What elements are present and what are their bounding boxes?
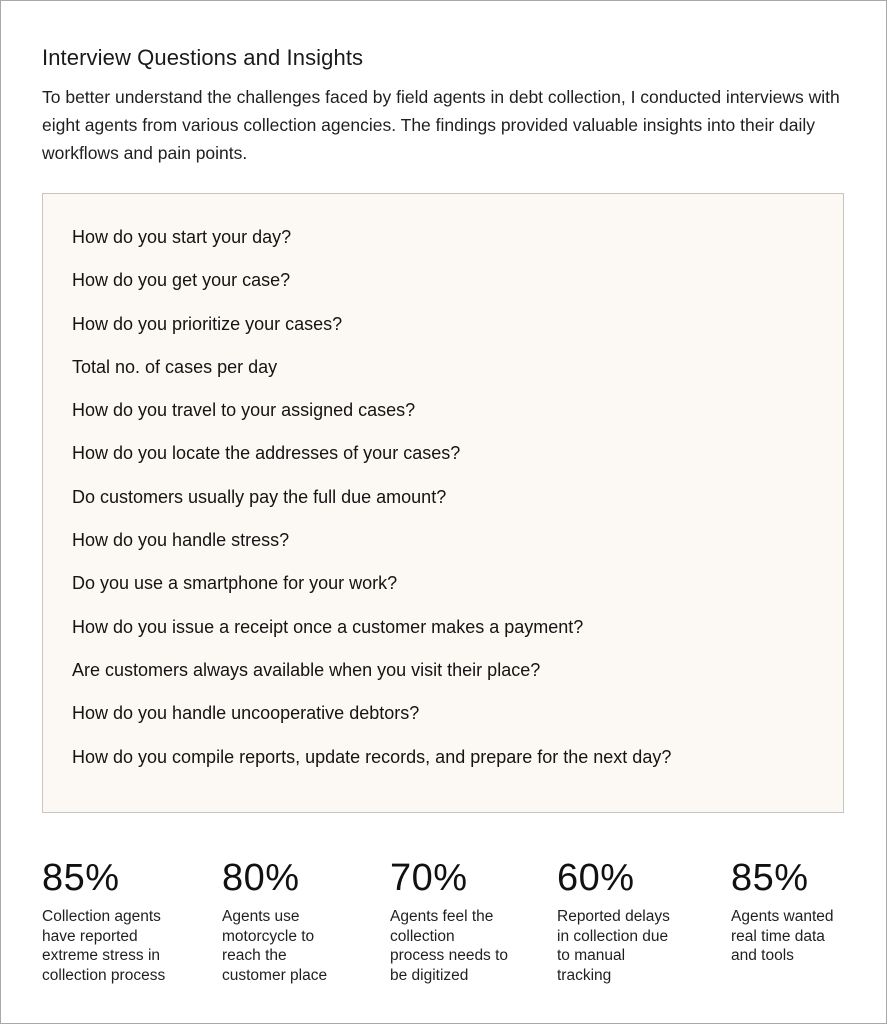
stat-description-line: Agents use	[222, 908, 300, 925]
stat-description-line: Reported delays	[557, 908, 670, 925]
stat-description-line: Collection agents	[42, 908, 161, 925]
question-item: How do you issue a receipt once a customer makes a payment?	[72, 616, 584, 637]
intro-paragraph: To better understand the challenges faced by field agents in debt collection, I conducted interviews with eight agents from various collection agencies. The findings provided valuable insights into their daily workflows and pain points.	[42, 87, 840, 163]
stat-description-line: process needs to	[390, 947, 509, 964]
stat-description	[731, 907, 834, 966]
stat-value: 80%	[222, 857, 300, 899]
question-item: Are customers always available when you visit their place?	[72, 659, 541, 680]
stat-value: 85%	[42, 857, 120, 899]
stat-description-line: and tools	[731, 947, 794, 964]
questions-list	[72, 225, 671, 788]
stat-description-line: have reported	[42, 927, 138, 945]
question-item: How do you prioritize your cases?	[72, 313, 343, 334]
stat-value: 85%	[731, 857, 809, 899]
question-item: How do you handle uncooperative debtors?	[72, 703, 420, 724]
stat-description-line: collection	[390, 927, 455, 945]
stat-description	[42, 907, 165, 985]
stat-description-line: tracking	[557, 966, 612, 984]
stat-description-line: customer place	[222, 966, 328, 984]
question-item: Do you use a smartphone for your work?	[72, 573, 398, 594]
stat-value: 60%	[557, 857, 635, 899]
question-item: How do you compile reports, update records, and prepare for the next day?	[72, 746, 672, 767]
stat-description-line: extreme stress in	[42, 947, 161, 964]
stat-card	[390, 853, 508, 985]
stat-description-line: reach the	[222, 947, 287, 964]
questions-panel	[42, 193, 844, 813]
stat-description	[390, 907, 508, 985]
question-item: Total no. of cases per day	[72, 356, 278, 377]
question-item: How do you handle stress?	[72, 530, 290, 551]
question-item: How do you start your day?	[72, 227, 292, 247]
stat-description	[222, 907, 327, 985]
stat-description-line: collection process	[42, 966, 166, 984]
page-title: Interview Questions and Insights	[42, 45, 364, 70]
stat-description-line: in collection due	[557, 927, 669, 945]
stat-card	[557, 853, 670, 985]
question-item: How do you locate the addresses of your cases?	[72, 443, 461, 464]
question-item: How do you travel to your assigned cases?	[72, 400, 416, 421]
stat-value: 70%	[390, 857, 468, 899]
stat-description-line: real time data	[731, 927, 825, 945]
stat-description-line: be digitized	[390, 966, 469, 984]
stat-description	[557, 907, 670, 985]
question-item: Do customers usually pay the full due amount?	[72, 486, 447, 507]
stat-description-line: Agents wanted	[731, 908, 834, 925]
stat-description-line: to manual	[557, 947, 626, 964]
stats-row	[1, 853, 887, 1003]
question-item: How do you get your case?	[72, 270, 291, 291]
stat-card	[731, 853, 834, 966]
stat-card	[222, 853, 327, 985]
stat-description-line: Agents feel the	[390, 908, 494, 925]
stat-card	[42, 853, 165, 985]
stat-description-line: motorcycle to	[222, 927, 315, 945]
